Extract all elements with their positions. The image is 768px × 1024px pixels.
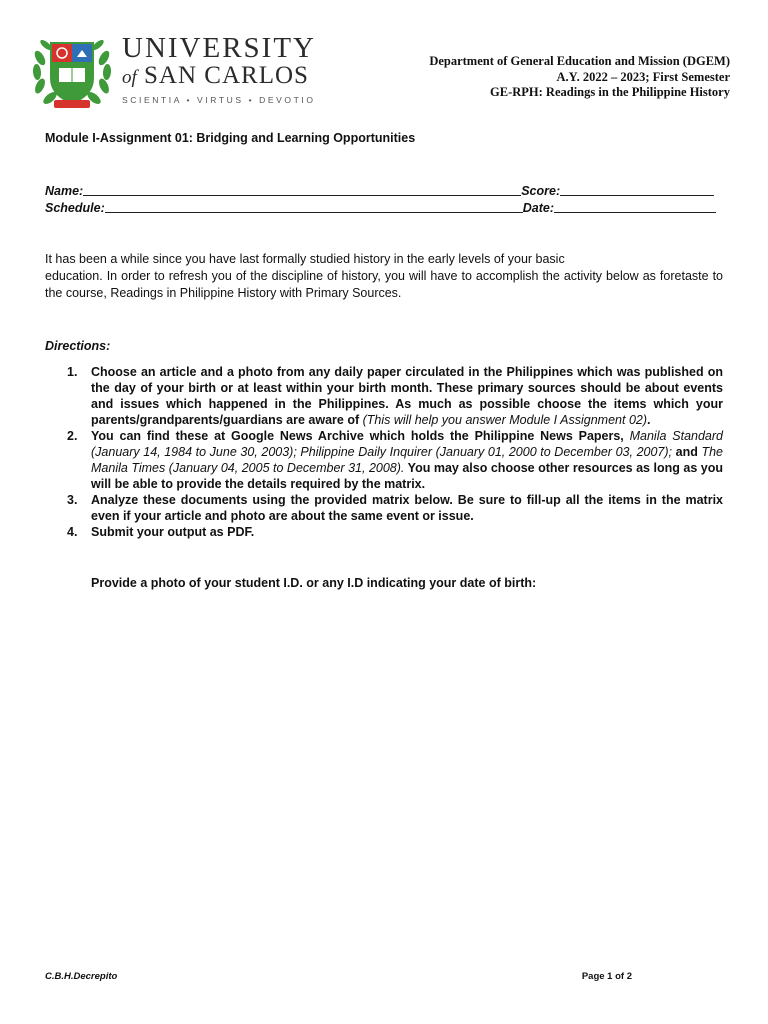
photo-id-instruction: Provide a photo of your student I.D. or any I.D indicating your date of birth:	[91, 576, 537, 590]
list-item-number: 3.	[67, 493, 78, 507]
item2-papers-italic: Manila Standard (January 14, 1984 to June 30, 2003); Philippine Daily Inquirer (January 01, 2000 to December 03, 2007);	[91, 429, 723, 459]
item4-text: Submit your output as PDF.	[91, 525, 255, 539]
university-name-line1: UNIVERSITY	[122, 32, 316, 64]
list-item-number: 4.	[67, 525, 78, 539]
list-item	[45, 524, 723, 540]
name-field[interactable]	[83, 183, 521, 196]
score-field[interactable]	[560, 183, 714, 196]
course-title: GE-RPH: Readings in the Philippine History	[490, 85, 730, 99]
item2-manila-times-italic: The Manila Times (January 04, 2005 to December 31, 2008).	[91, 445, 724, 475]
department-header	[429, 54, 730, 101]
name-score-row	[45, 182, 725, 198]
university-seal-icon	[30, 28, 114, 112]
directions-heading: Directions:	[45, 339, 111, 353]
university-name-line2	[122, 62, 332, 92]
university-motto: SCIENTIA • VIRTUS • DEVOTIO	[122, 95, 316, 105]
directions-list	[45, 364, 723, 540]
item2-text-a: You can find these at Google News Archive which holds the Philippine News Papers,	[91, 429, 630, 443]
schedule-label: Schedule:	[45, 201, 105, 215]
date-label: Date:	[522, 201, 555, 215]
item1-italic-note: (This will help you answer Module I Assignment 02)	[362, 413, 648, 427]
list-item	[45, 492, 723, 524]
item3-text: Analyze these documents using the provided matrix below. Be sure to fill-up all the items in the matrix even if your article and photo are about the same event or issue.	[91, 493, 723, 523]
academic-year: A.Y. 2022 – 2023; First Semester	[556, 69, 730, 84]
list-item	[45, 428, 723, 492]
assignment-title: Module I-Assignment 01: Bridging and Learning Opportunities	[45, 131, 416, 145]
schedule-date-row	[45, 199, 725, 215]
score-label: Score:	[521, 184, 561, 198]
name-label: Name:	[45, 184, 84, 198]
item2-text-c: and	[672, 445, 702, 459]
university-name-san-carlos: SAN CARLOS	[144, 62, 309, 89]
intro-paragraph	[45, 251, 723, 302]
department-name: Department of General Education and Mission (DGEM)	[429, 54, 730, 68]
item1-end: .	[647, 413, 651, 427]
list-item-number: 2.	[67, 429, 78, 443]
university-name-of: of	[122, 67, 137, 88]
intro-rest: education. In order to refresh you of the discipline of history, you will have to accomplish the activity below as foretaste to the course, Readings in Philippine History with Primary Sources.	[45, 269, 723, 300]
footer-author: C.B.H.Decrepito	[45, 971, 118, 982]
item1-text: Choose an article and a photo from any daily paper circulated in the Philippines which was published on the day of your birth or at least within your birth month. These primary sources should be about events and issues which happened in the Philippines. As much as possible choose the items which your parents/grandparents/guardians are aware of	[91, 365, 723, 427]
date-field[interactable]	[554, 200, 716, 213]
university-logo	[30, 28, 330, 113]
item2-text-e: You may also choose other resources as long as you will be able to provide the details required by the matrix.	[91, 461, 723, 491]
footer-page-number: Page 1 of 2	[581, 971, 632, 982]
list-item	[45, 364, 723, 428]
intro-line1: It has been a while since you have last formally studied history in the early levels of your basic	[45, 252, 565, 266]
schedule-field[interactable]	[105, 200, 523, 213]
list-item-number: 1.	[67, 365, 78, 379]
